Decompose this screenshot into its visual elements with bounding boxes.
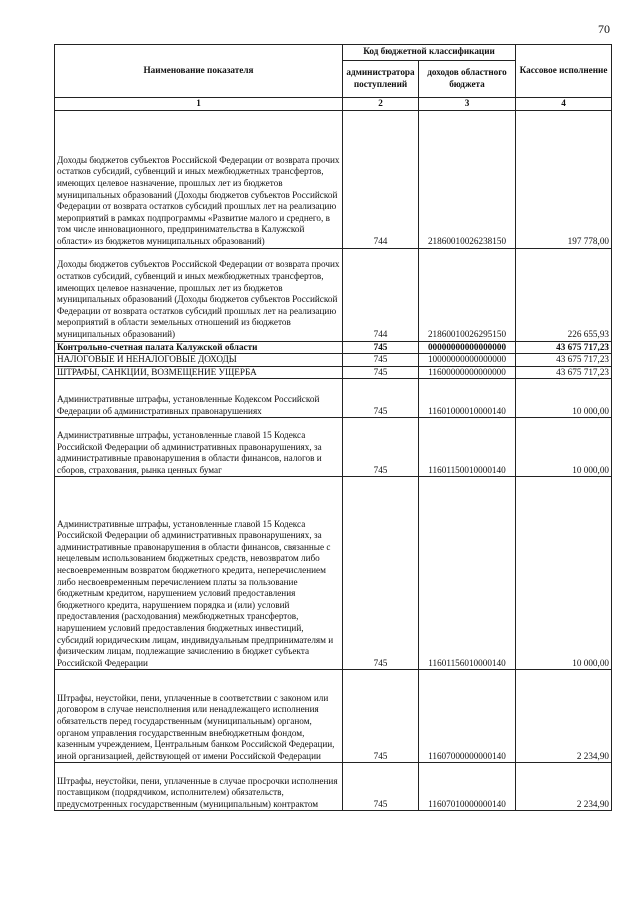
row-admin: 745 xyxy=(343,670,419,763)
row-code: 11601000010000140 xyxy=(419,379,516,418)
row-name: Доходы бюджетов субъектов Российской Федерации от возврата прочих остатков субсидий, субвенций и иных межбюджетных трансфертов, имеющих целевое назначение, прошлых лет из бюджетов муниципальных образований (Доходы бюджетов субъектов Российской Федерации от возврата остатков субсидий прошлых лет на реализацию мероприятий в области земельных отношений из бюджетов муниципальных образований) xyxy=(55,248,343,341)
col-number: 1 xyxy=(55,98,343,111)
header-cash: Кассовое исполнение xyxy=(516,45,612,98)
row-code: 21860010026295150 xyxy=(419,248,516,341)
table-row xyxy=(55,670,612,763)
row-admin: 745 xyxy=(343,477,419,670)
table-row xyxy=(55,379,612,418)
row-admin: 745 xyxy=(343,341,419,354)
row-name: Штрафы, неустойки, пени, уплаченные в случае просрочки исполнения поставщиком (подрядчиком, исполнителем) обязательств, предусмотренных государственным (муниципальным) контрактом xyxy=(55,763,343,811)
header-code-group: Код бюджетной классификации xyxy=(343,45,516,61)
col-number: 4 xyxy=(516,98,612,111)
table-row xyxy=(55,341,612,354)
row-amount: 10 000,00 xyxy=(516,477,612,670)
row-amount: 43 675 717,23 xyxy=(516,366,612,379)
table-row xyxy=(55,110,612,248)
table-row xyxy=(55,366,612,379)
row-code: 00000000000000000 xyxy=(419,341,516,354)
table-row xyxy=(55,763,612,811)
row-amount: 2 234,90 xyxy=(516,670,612,763)
budget-table xyxy=(54,44,612,811)
row-admin: 745 xyxy=(343,763,419,811)
row-amount: 43 675 717,23 xyxy=(516,354,612,367)
row-amount: 10 000,00 xyxy=(516,418,612,477)
row-name: Административные штрафы, установленные главой 15 Кодекса Российской Федерации об административных правонарушениях, за административные правонарушения в области финансов, налогов и сборов, страхования, рынка ценных бумаг xyxy=(55,418,343,477)
row-code: 11607000000000140 xyxy=(419,670,516,763)
row-name: ШТРАФЫ, САНКЦИИ, ВОЗМЕЩЕНИЕ УЩЕРБА xyxy=(55,366,343,379)
row-code: 11607010000000140 xyxy=(419,763,516,811)
header-admin: администратора поступлений xyxy=(343,60,419,97)
row-amount: 43 675 717,23 xyxy=(516,341,612,354)
row-code: 11601156010000140 xyxy=(419,477,516,670)
row-name: Административные штрафы, установленные главой 15 Кодекса Российской Федерации об административных правонарушениях, за административные правонарушения в области финансов, связанные с нецелевым использованием бюджетных средств, невозвратом либо несвоевременным возвратом бюджетного кредита, неперечислением либо несвоевременным перечислением платы за пользование бюджетным кредитом, нарушением условий предоставления бюджетного кредита, нарушением порядка и (или) условий предоставления (расходования) межбюджетных трансфертов, нарушением условий предоставления бюджетных инвестиций, субсидий юридическим лицам, индивидуальным предпринимателям и физическим лицам, подлежащие зачислению в бюджет субъекта Российской Федерации xyxy=(55,477,343,670)
row-admin: 745 xyxy=(343,354,419,367)
page-number: 70 xyxy=(598,22,610,36)
table-row xyxy=(55,418,612,477)
row-name: Штрафы, неустойки, пени, уплаченные в соответствии с законом или договором в случае неисполнения или ненадлежащего исполнения обязательств перед государственным (муниципальным) органом, органом управления государственным внебюджетным фондом, казенным учреждением, Центральным банком Российской Федерации, иной организацией, действующей от имени Российской Федерации xyxy=(55,670,343,763)
row-name: Административные штрафы, установленные Кодексом Российской Федерации об административных правонарушениях xyxy=(55,379,343,418)
table-row xyxy=(55,477,612,670)
row-name: НАЛОГОВЫЕ И НЕНАЛОГОВЫЕ ДОХОДЫ xyxy=(55,354,343,367)
row-admin: 745 xyxy=(343,418,419,477)
row-amount: 10 000,00 xyxy=(516,379,612,418)
row-code: 21860010026238150 xyxy=(419,110,516,248)
row-admin: 745 xyxy=(343,366,419,379)
row-admin: 745 xyxy=(343,379,419,418)
header-income: доходов областного бюджета xyxy=(419,60,516,97)
table-row xyxy=(55,248,612,341)
row-admin: 744 xyxy=(343,110,419,248)
row-admin: 744 xyxy=(343,248,419,341)
row-name: Доходы бюджетов субъектов Российской Федерации от возврата прочих остатков субсидий, субвенций и иных межбюджетных трансфертов, имеющих целевое назначение, прошлых лет из бюджетов муниципальных образований (Доходы бюджетов субъектов Российской Федерации от возврата остатков субсидий прошлых лет на реализацию мероприятий в рамках подпрограммы «Развитие малого и среднего, в том числе инновационного, предпринимательства в Калужской области» из бюджетов муниципальных образований) xyxy=(55,110,343,248)
row-amount: 226 655,93 xyxy=(516,248,612,341)
row-amount: 2 234,90 xyxy=(516,763,612,811)
row-code: 11601150010000140 xyxy=(419,418,516,477)
header-name: Наименование показателя xyxy=(55,45,343,98)
row-name: Контрольно-счетная палата Калужской области xyxy=(55,341,343,354)
row-code: 11600000000000000 xyxy=(419,366,516,379)
row-code: 10000000000000000 xyxy=(419,354,516,367)
table-row xyxy=(55,354,612,367)
col-number: 2 xyxy=(343,98,419,111)
row-amount: 197 778,00 xyxy=(516,110,612,248)
col-number: 3 xyxy=(419,98,516,111)
